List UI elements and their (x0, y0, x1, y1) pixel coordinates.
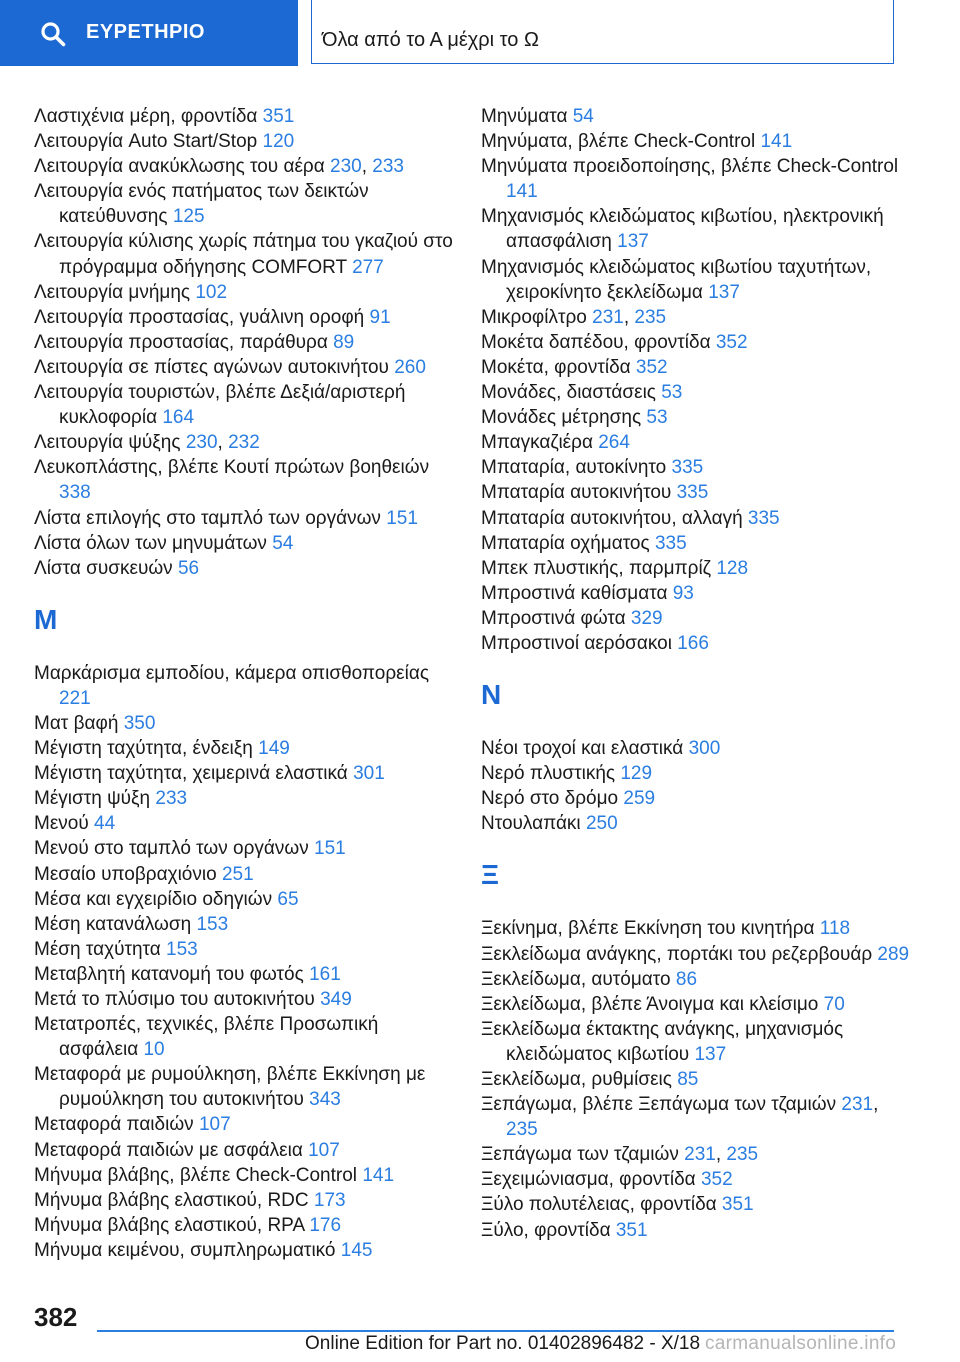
index-entry-text: Λίστα επιλογής στο ταμπλό των οργάνων (34, 507, 381, 529)
index-entry (34, 104, 454, 129)
page-link[interactable]: 102 (195, 281, 228, 303)
index-entry (34, 736, 454, 761)
index-entry (481, 506, 911, 531)
index-entry-text: Μπαταρία οχήματος (481, 532, 650, 554)
index-entry (34, 1163, 454, 1188)
index-entry: Μικροφίλτρο 231, 235 (481, 306, 667, 328)
index-tab[interactable] (0, 0, 298, 66)
page-link[interactable]: 129 (620, 763, 653, 785)
index-entry (481, 556, 911, 581)
index-entry-text: Μήνυμα βλάβης ελαστικού, RDC (34, 1189, 309, 1211)
page-link[interactable]: 352 (715, 331, 748, 353)
page-link[interactable]: 335 (747, 507, 780, 529)
index-entry-text: Μέγιστη ταχύτητα, χειμερινά ελαστικά (34, 763, 348, 785)
section-letter: Μ (34, 603, 58, 635)
page-link[interactable]: 289 (877, 943, 910, 965)
index-entry (481, 330, 911, 355)
edition-text: Online Edition for Part no. 01402896482 - X/18 (305, 1333, 701, 1354)
index-entry-text: Μέση ταχύτητα (34, 938, 161, 960)
page-link[interactable]: 137 (617, 231, 649, 253)
page-link[interactable]: 251 (221, 863, 254, 885)
page-link[interactable]: 93 (672, 582, 694, 604)
index-entry: Ξεπάγωμα, βλέπε Ξεπάγωμα των τζαμιών 231, 235 (481, 1094, 879, 1141)
page-link[interactable]: 141 (506, 181, 538, 203)
index-entry (34, 355, 454, 380)
page-link[interactable]: 120 (262, 131, 295, 153)
index-entry-text: Μπαγκαζιέρα (481, 432, 593, 454)
index-entry (481, 811, 911, 836)
index-entry (481, 967, 911, 992)
index-entry (34, 987, 454, 1012)
index-entry: Λειτουργία ανακύκλωσης του αέρα 230, 233 (34, 156, 404, 178)
index-entry (34, 380, 454, 430)
page-link[interactable]: 53 (646, 407, 668, 429)
index-entry (481, 1017, 911, 1067)
index-entry (34, 305, 454, 330)
index-entry (481, 204, 911, 254)
page-link[interactable]: 260 (394, 356, 426, 378)
page-link[interactable]: 335 (654, 532, 687, 554)
page-link[interactable]: 352 (635, 356, 668, 378)
index-entry (34, 962, 454, 987)
page-link[interactable]: 107 (308, 1139, 340, 1161)
page-link[interactable]: 343 (309, 1089, 341, 1111)
index-entry-text: Μήνυμα βλάβης, βλέπε Check-Control (34, 1164, 358, 1186)
index-entry (481, 761, 911, 786)
index-entry-text: Λίστα συσκευών (34, 557, 173, 579)
index-entry-text: Ξεκλείδωμα έκτακτης ανάγκης, μηχανισμός κλειδώματος κιβωτίου (481, 1018, 844, 1065)
index-entry (34, 836, 454, 861)
page-link[interactable]: 141 (362, 1164, 395, 1186)
index-entry-text: Μέσα και εγχειρίδιο οδηγιών (34, 888, 273, 910)
index-entry (34, 1138, 454, 1163)
watermark: carmanualsonline.info (705, 1333, 897, 1354)
page-link[interactable]: 137 (694, 1043, 727, 1065)
page-link[interactable]: 230 (185, 432, 218, 454)
index-entry (34, 1012, 454, 1062)
index-entry (34, 1062, 454, 1112)
page-link[interactable]: 153 (166, 938, 198, 960)
index-entry (481, 606, 911, 631)
index-entry-text: Μονάδες, διαστάσεις (481, 382, 656, 404)
index-tab-label: ΕΥΡΕΤΗΡΙΟ (86, 21, 205, 43)
index-entry-text: Μεσαίο υποβραχιόνιο (34, 863, 217, 885)
index-entry (481, 942, 911, 967)
index-entry-text: Μονάδες μέτρησης (481, 407, 642, 429)
index-entry (481, 380, 911, 405)
page-link[interactable]: 161 (309, 963, 341, 985)
index-entry (481, 1192, 911, 1217)
index-entry-text: Λειτουργία προστασίας, γυάλινη οροφή (34, 306, 365, 328)
index-entry-text: Μπεκ πλυστικής, παρμπρίζ (481, 557, 712, 579)
index-entry (481, 1167, 911, 1192)
page-link[interactable]: 335 (676, 482, 709, 504)
index-entry-text: Ξύλο, φροντίδα (481, 1219, 611, 1241)
index-entry (481, 992, 911, 1017)
page-link[interactable]: 70 (823, 993, 845, 1015)
index-entry-text: Ξεκίνημα, βλέπε Εκκίνηση του κινητήρα (481, 918, 815, 940)
index-entry (34, 711, 454, 736)
index-entry-text: Λειτουργία ψύξης (34, 432, 181, 454)
page-link[interactable]: 351 (262, 106, 295, 127)
index-entry-text: Μεταφορά με ρυμούλκηση, βλέπε Εκκίνηση με ρυμούλκηση του αυτοκινήτου (34, 1064, 426, 1111)
index-entry-text: Ξεκλείδωμα, ρυθμίσεις (481, 1069, 672, 1090)
page-link[interactable]: 235 (726, 1144, 759, 1166)
page-link[interactable]: 259 (623, 788, 656, 810)
index-entry-text: Λειτουργία μνήμης (34, 281, 191, 303)
index-entry (481, 786, 911, 811)
index-entry (481, 154, 911, 204)
page-link[interactable]: 164 (162, 407, 195, 429)
index-entry (34, 1238, 454, 1263)
page-link[interactable]: 85 (677, 1069, 699, 1090)
index-entry-text: Ξεπάγωμα των τζαμιών (481, 1144, 679, 1166)
page-link[interactable]: 65 (277, 888, 299, 910)
page-link[interactable]: 107 (198, 1114, 231, 1136)
index-entry-text: Μετατροπές, τεχνικές, βλέπε Προσωπική ασφάλεια (34, 1014, 379, 1061)
index-entry-text: Μπροστινά φώτα (481, 607, 626, 629)
page-link[interactable]: 10 (143, 1039, 165, 1061)
index-entry-text: Μηνύματα (481, 106, 568, 127)
page-link[interactable]: 54 (572, 106, 594, 127)
page-link[interactable]: 350 (123, 712, 156, 734)
page-link[interactable]: 329 (630, 607, 663, 629)
page-number: 382 (34, 1302, 78, 1332)
index-header (0, 0, 960, 66)
index-entry-text: Μαρκάρισμα εμποδίου, κάμερα οπισθοπορείας (34, 662, 429, 684)
page-link[interactable]: 300 (688, 738, 721, 760)
page-link[interactable]: 125 (172, 206, 205, 228)
page-link[interactable]: 335 (671, 457, 704, 479)
page-link[interactable]: 231 (592, 306, 624, 328)
index-entry-text: Λειτουργία κύλισης χωρίς πάτημα του γκαζιού στο πρόγραμμα οδήγησης COMFORT (34, 231, 453, 278)
index-entry: Ξεπάγωμα των τζαμιών 231, 235 (481, 1144, 759, 1166)
index-entry (34, 531, 454, 556)
index-entry-text: Ξεπάγωμα, βλέπε Ξεπάγωμα των τζαμιών (481, 1094, 837, 1116)
page-link[interactable]: 89 (333, 331, 355, 353)
index-entry-text: Μοκέτα, φροντίδα (481, 356, 631, 378)
index-entry-text: Μεταφορά παιδιών με ασφάλεια (34, 1139, 303, 1161)
index-entry: Λειτουργία ψύξης 230, 232 (34, 432, 260, 454)
index-entry (34, 811, 454, 836)
page-link[interactable]: 277 (352, 256, 384, 278)
index-entry-text: Μετά το πλύσιμο του αυτοκινήτου (34, 989, 315, 1010)
page-link[interactable]: 338 (59, 482, 91, 504)
index-entry (34, 937, 454, 962)
page-link[interactable]: 153 (196, 913, 229, 935)
index-entry-text: Λειτουργία τουριστών, βλέπε Δεξιά/αριστερή κυκλοφορία (34, 382, 406, 429)
index-entry-text: Ξύλο πολυτέλειας, φροντίδα (481, 1194, 717, 1216)
index-entry-text: Ξεκλείδωμα ανάγκης, πορτάκι του ρεζερβουάρ (481, 943, 873, 965)
index-entry-text: Μεταβλητή κατανομή του φωτός (34, 963, 304, 985)
page-link[interactable]: 145 (340, 1239, 373, 1261)
index-entry-text: Λειτουργία σε πίστες αγώνων αυτοκινήτου (34, 356, 389, 378)
index-entry-text: Λαστιχένια μέρη, φροντίδα (34, 106, 258, 127)
index-entry (481, 355, 911, 380)
index-entry-text: Μηνύματα προειδοποίησης, βλέπε Check-Control (481, 156, 899, 178)
index-entry (481, 129, 911, 154)
section-letter: Ξ (481, 859, 500, 891)
index-entry-text: Μενού (34, 813, 89, 835)
page-link[interactable]: 141 (760, 131, 793, 153)
search-icon (40, 21, 66, 47)
index-entry (481, 581, 911, 606)
index-entry-text: Λειτουργία ενός πατήματος των δεικτών κατεύθυνσης (34, 181, 369, 228)
index-entry (481, 736, 911, 761)
page-link[interactable]: 231 (841, 1094, 874, 1116)
index-entry (34, 506, 454, 531)
index-entry (481, 455, 911, 480)
index-entry (481, 480, 911, 505)
page-link[interactable]: 149 (258, 738, 290, 760)
index-entry-text: Λειτουργία προστασίας, παράθυρα (34, 331, 328, 353)
index-entry (34, 330, 454, 355)
index-entry-text: Μικροφίλτρο (481, 306, 587, 328)
index-entry-text: Μηχανισμός κλειδώματος κιβωτίου, ηλεκτρονική απασφάλιση (481, 206, 884, 253)
index-column-right (481, 104, 911, 1243)
page-link[interactable]: 221 (59, 687, 91, 709)
page-link[interactable]: 230 (330, 156, 362, 178)
index-entry (481, 104, 911, 129)
index-entry (481, 430, 911, 455)
page-link[interactable]: 56 (177, 557, 200, 579)
index-entry-text: Λειτουργία ανακύκλωσης του αέρα (34, 156, 325, 178)
section-letter: Ν (481, 679, 502, 711)
index-entry-text: Ξεκλείδωμα, αυτόματο (481, 968, 671, 990)
index-entry-text: Λίστα όλων των μηνυμάτων (34, 532, 267, 554)
page-link[interactable]: 233 (155, 788, 188, 810)
index-entry-text: Μήνυμα κειμένου, συμπληρωματικό (34, 1239, 336, 1261)
index-entry (34, 1188, 454, 1213)
index-entry-text: Μέγιστη ταχύτητα, ένδειξη (34, 738, 253, 760)
index-entry-text: Νερό στο δρόμο (481, 788, 619, 810)
page-link[interactable]: 264 (598, 432, 630, 454)
index-entry-text: Μηχανισμός κλειδώματος κιβωτίου ταχυτήτων, χειροκίνητο ξεκλείδωμα (481, 256, 872, 303)
page-link[interactable]: 352 (700, 1169, 733, 1191)
index-entry-text: Μηνύματα, βλέπε Check-Control (481, 131, 756, 153)
page-link[interactable]: 91 (369, 306, 391, 328)
page-link[interactable]: 351 (615, 1219, 648, 1241)
page-link[interactable]: 301 (353, 763, 385, 785)
index-entry (481, 531, 911, 556)
page-link[interactable]: 86 (675, 968, 698, 990)
page-link[interactable]: 233 (372, 156, 404, 178)
page-link[interactable]: 54 (272, 532, 294, 554)
page-link[interactable]: 349 (320, 989, 352, 1010)
index-entry (34, 786, 454, 811)
index-entry-text: Μοκέτα δαπέδου, φροντίδα (481, 331, 711, 353)
footer-divider (97, 1330, 894, 1332)
index-entry-text: Νερό πλυστικής (481, 763, 616, 785)
page-link[interactable]: 232 (228, 432, 260, 454)
index-entry-text: Μπροστινά καθίσματα (481, 582, 668, 604)
index-entry (34, 455, 454, 505)
index-entry-text: Ματ βαφή (34, 712, 119, 734)
index-entry-text: Ξεκλείδωμα, βλέπε Άνοιγμα και κλείσιμο (481, 993, 819, 1015)
page-link[interactable]: 53 (661, 382, 683, 404)
page-link[interactable]: 250 (585, 813, 618, 835)
index-entry-text: Μεταφορά παιδιών (34, 1114, 194, 1136)
index-entry (481, 1218, 911, 1243)
index-entry (481, 255, 911, 305)
page-link[interactable]: 151 (386, 507, 418, 529)
index-entry (34, 1213, 454, 1238)
index-entry-text: Ξεχειμώνιασμα, φροντίδα (481, 1169, 696, 1191)
index-column-left (34, 104, 454, 1263)
index-entry (481, 631, 911, 656)
index-entry-text: Μήνυμα βλάβης ελαστικού, RPA (34, 1214, 305, 1236)
alphabetical-tab-label: Όλα από το Α μέχρι το Ω (322, 29, 539, 51)
index-entry-text: Μέση κατανάλωση (34, 913, 192, 935)
page-link[interactable]: 118 (819, 918, 851, 940)
index-entry-text: Μπαταρία αυτοκινήτου (481, 482, 672, 504)
index-entry-text: Λευκοπλάστης, βλέπε Κουτί πρώτων βοηθειών (34, 457, 430, 479)
page-link[interactable]: 166 (677, 632, 709, 654)
index-entry (34, 887, 454, 912)
page-link[interactable]: 128 (716, 557, 749, 579)
index-entry (34, 229, 454, 279)
page-link[interactable]: 173 (313, 1189, 346, 1211)
page-link[interactable]: 231 (684, 1144, 716, 1166)
index-entry (34, 912, 454, 937)
index-entry-text: Μενού στο ταμπλό των οργάνων (34, 838, 309, 860)
index-entry-text: Μέγιστη ψύξη (34, 788, 151, 810)
index-entry-text: Ντουλαπάκι (481, 813, 581, 835)
page-link[interactable]: 235 (634, 306, 667, 328)
page-link[interactable]: 176 (309, 1214, 342, 1236)
page-link[interactable]: 44 (94, 813, 116, 835)
alphabetical-tab[interactable] (311, 0, 894, 64)
index-entry (34, 179, 454, 229)
index-entry (481, 916, 911, 941)
index-entry (34, 556, 454, 581)
index-entry-text: Μπροστινοί αερόσακοι (481, 632, 672, 654)
page-link[interactable]: 151 (314, 838, 346, 860)
index-entry (34, 280, 454, 305)
page-link[interactable]: 235 (506, 1119, 538, 1141)
index-entry (481, 405, 911, 430)
index-entry-text: Μπαταρία, αυτοκίνητο (481, 457, 667, 479)
index-entry (34, 761, 454, 786)
index-entry (481, 1067, 911, 1092)
index-entry (34, 862, 454, 887)
index-entry (34, 661, 454, 711)
index-entry-text: Μπαταρία αυτοκινήτου, αλλαγή (481, 507, 743, 529)
index-entry (34, 129, 454, 154)
index-entry-text: Λειτουργία Auto Start/Stop (34, 131, 258, 153)
index-entry-text: Νέοι τροχοί και ελαστικά (481, 738, 684, 760)
page-link[interactable]: 137 (708, 281, 740, 303)
index-entry (34, 1112, 454, 1137)
page-link[interactable]: 351 (721, 1194, 754, 1216)
